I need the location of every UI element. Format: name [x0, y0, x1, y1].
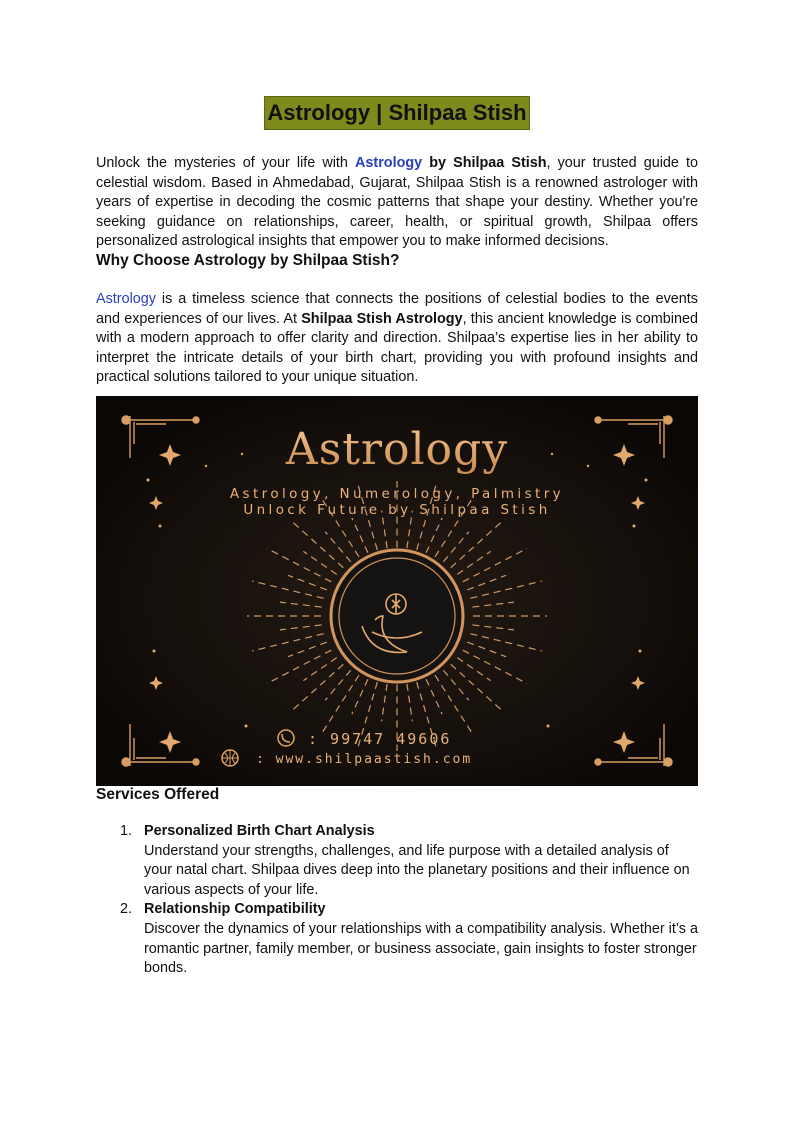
service-description: Understand your strengths, challenges, and life purpose with a detailed analysis of your natal chart. Shilpaa dives deep into the planetary positions and their influence on various aspects of your life. — [144, 842, 690, 898]
page-title: Astrology | Shilpaa Stish — [264, 96, 529, 130]
services-list — [96, 822, 698, 979]
services-heading: Services Offered — [96, 785, 220, 803]
intro-bold: by Shilpaa Stish — [422, 155, 547, 171]
title-wrap — [96, 96, 698, 130]
website-row — [222, 750, 472, 767]
why-text-2: , this ancient knowledge is combined with a modern approach to offer clarity and direction. Shilpaa’s expertise lies in her ability to interpret the intricate details of your birth chart, providing you with profound insights and practical solutions tailored to your unique situation. — [96, 310, 699, 386]
intro-rest: , your trusted guide to celestial wisdom. Based in Ahmedabad, Gujarat, Shilpaa Stish is a renowned astrologer with years of expertise in decoding the cosmic patterns that shape your destiny. Whether you're seeking guidance on relationships, career, health, or spiritual growth, Shilpaa offers personalized astrological insights that empower you to make informed decisions. — [96, 155, 698, 250]
why-astrology-link[interactable]: Astrology — [96, 290, 156, 307]
banner-website: : www.shilpaastish.com — [256, 751, 473, 767]
astrology-link[interactable]: Astrology — [355, 155, 423, 171]
intro-paragraph — [96, 154, 698, 252]
service-title: Relationship Compatibility — [144, 901, 326, 918]
why-heading: Why Choose Astrology by Shilpaa Stish? — [96, 251, 400, 269]
why-text-1: is a timeless science that connects the positions of celestial bodies to the events and experiences of our lives. At — [96, 290, 698, 327]
astrology-banner-image — [96, 396, 698, 786]
list-item-number: 1. — [120, 822, 133, 839]
list-item — [96, 900, 698, 978]
list-item — [96, 822, 698, 900]
document-page — [96, 96, 698, 979]
intro-prefix: Unlock the mysteries of your life with — [96, 155, 355, 171]
list-item-number: 2. — [120, 901, 133, 918]
banner-line-1: Astrology, Numerology, Palmistry — [229, 485, 565, 502]
banner-phone: : 99747 49606 — [308, 729, 452, 748]
service-title: Personalized Birth Chart Analysis — [144, 822, 375, 839]
why-bold: Shilpaa Stish Astrology — [301, 310, 463, 327]
central-disc — [331, 550, 463, 682]
why-paragraph — [96, 290, 698, 388]
banner-line-2: Unlock Future by Shilpaa Stish — [243, 501, 551, 518]
service-description: Discover the dynamics of your relationships with a compatibility analysis. Whether it’s a romantic partner, family member, or business associate, gain insights to foster stronger bonds. — [144, 920, 699, 977]
banner-title: Astrology — [285, 423, 509, 475]
